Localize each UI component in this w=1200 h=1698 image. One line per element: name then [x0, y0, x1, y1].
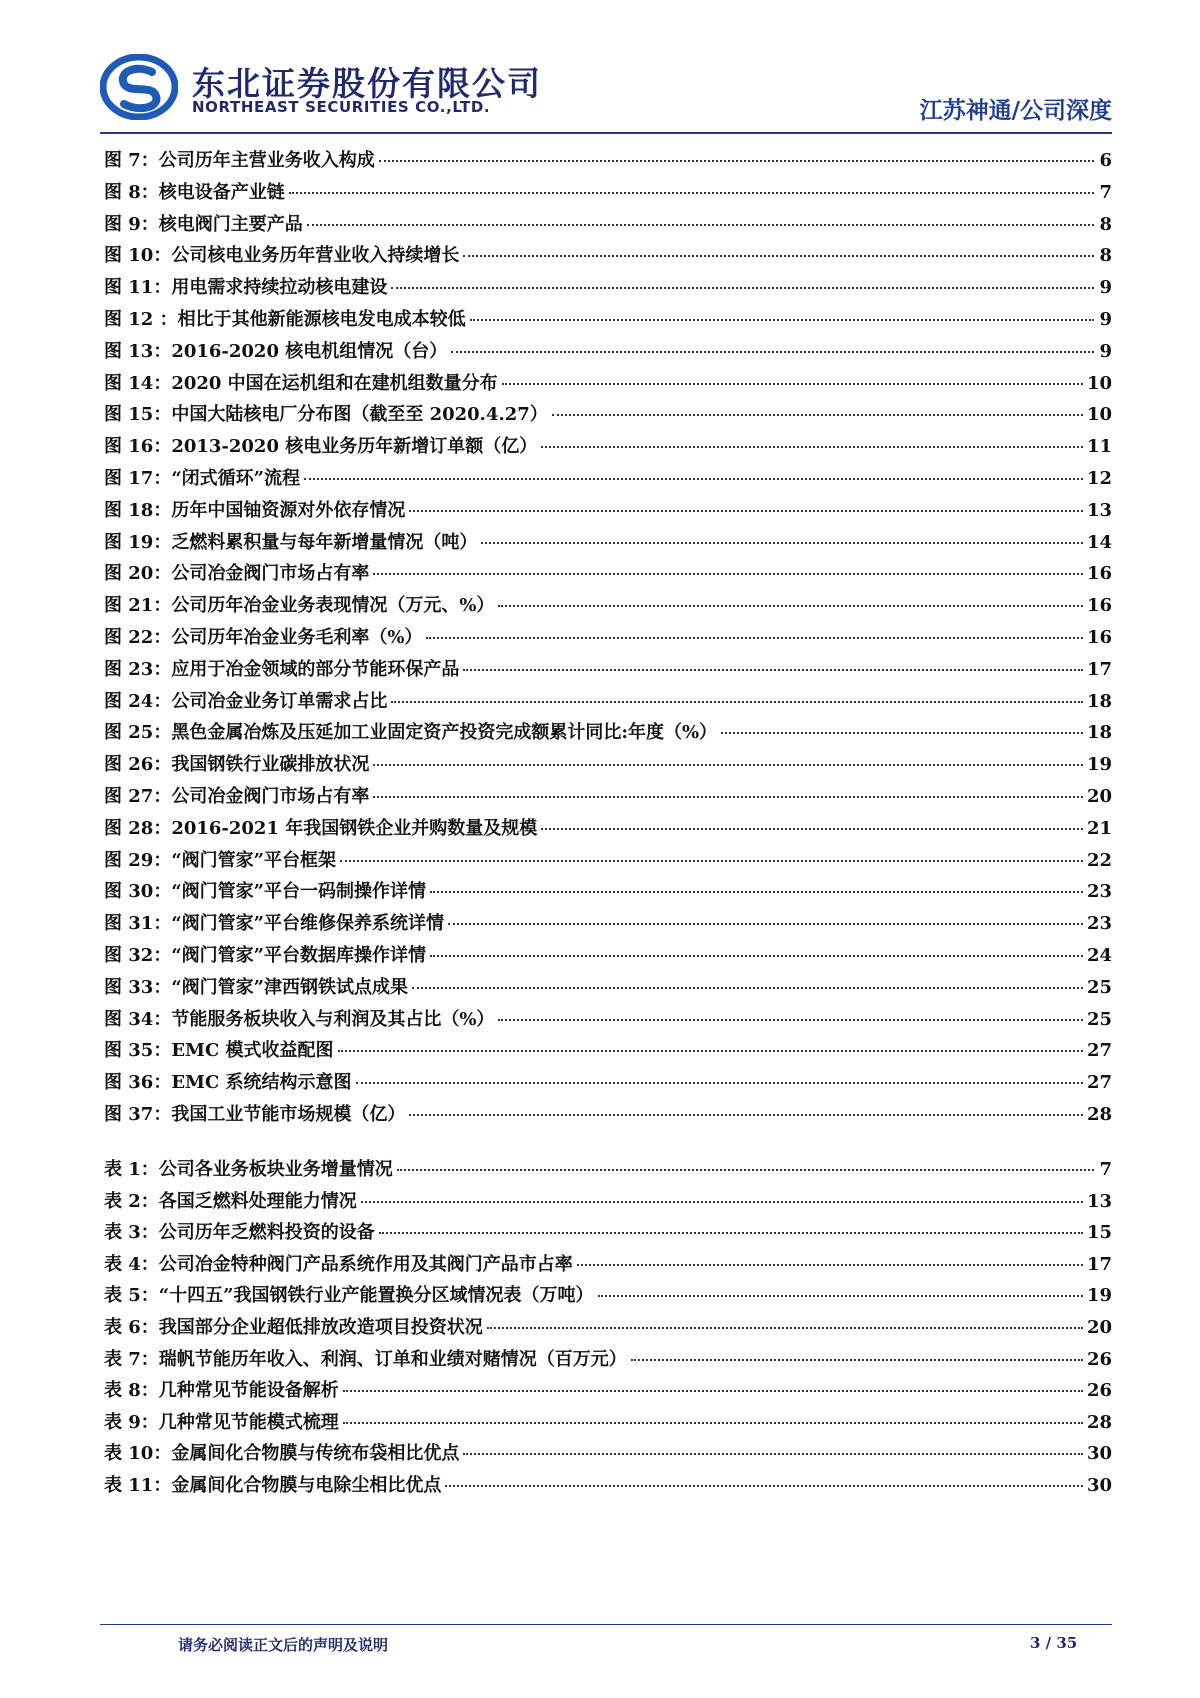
- footer-disclaimer: 请务必阅读正文后的声明及说明: [178, 1636, 389, 1654]
- figure-toc-entry[interactable]: [104, 814, 1112, 846]
- toc-entry-page: 18: [1086, 690, 1112, 712]
- toc-entry-title: 图 14：2020 中国在运机组和在建机组数量分布: [104, 372, 498, 394]
- table-toc-entry[interactable]: [104, 1155, 1112, 1187]
- dot-leader: [541, 828, 1083, 830]
- toc-entry-page: 23: [1086, 913, 1112, 935]
- toc-entry-page: 7: [1099, 1159, 1112, 1180]
- figure-toc-entry[interactable]: [104, 941, 1112, 973]
- toc-entry-page: 18: [1086, 722, 1112, 744]
- toc-entry-title: 图 26：我国钢铁行业碳排放状况: [104, 754, 370, 776]
- dot-leader: [373, 764, 1083, 766]
- dot-leader: [631, 1359, 1083, 1361]
- toc-entry-page: 19: [1086, 754, 1112, 776]
- dot-leader: [552, 414, 1083, 416]
- figure-toc-entry[interactable]: [104, 782, 1112, 814]
- toc-entry-page: 16: [1086, 563, 1112, 585]
- toc-entry-page: 15: [1086, 1222, 1112, 1244]
- figure-toc-entry[interactable]: [104, 337, 1112, 369]
- toc-entry-page: 19: [1086, 1285, 1112, 1307]
- dot-leader: [426, 637, 1083, 639]
- toc-entry-page: 30: [1086, 1474, 1112, 1496]
- toc-entry-title: 图 18：历年中国铀资源对外依存情况: [104, 499, 406, 521]
- figure-toc-entry[interactable]: [104, 241, 1112, 273]
- dot-leader: [498, 1019, 1083, 1021]
- table-toc-entry[interactable]: [104, 1439, 1112, 1471]
- figure-toc-entry[interactable]: [104, 210, 1112, 242]
- toc-entry-page: 25: [1086, 976, 1112, 998]
- toc-entry-title: 表 6：我国部分企业超低排放改造项目投资状况: [104, 1316, 483, 1338]
- dot-leader: [356, 1082, 1083, 1084]
- toc-entry-title: 图 37：我国工业节能市场规模（亿）: [104, 1103, 406, 1125]
- toc-entry-title: 表 2：各国乏燃料处理能力情况: [104, 1190, 357, 1212]
- dot-leader: [430, 955, 1083, 957]
- dot-leader: [721, 732, 1083, 734]
- toc-entry-page: 10: [1086, 372, 1112, 394]
- toc-entry-page: 10: [1086, 404, 1112, 426]
- figure-toc-entry[interactable]: [104, 496, 1112, 528]
- company-name-cn: 东北证券股份有限公司: [192, 64, 542, 103]
- dot-leader: [397, 1169, 1094, 1171]
- toc-entry-title: 表 10：金属间化合物膜与传统布袋相比优点: [104, 1443, 460, 1465]
- toc-entry-title: 图 32：“阀门管家”平台数据库操作详情: [104, 944, 427, 966]
- dot-leader: [451, 351, 1094, 353]
- dot-leader: [498, 605, 1083, 607]
- dot-leader: [343, 1390, 1083, 1392]
- dot-leader: [391, 701, 1083, 703]
- dot-leader: [391, 287, 1094, 289]
- figure-toc-entry[interactable]: [104, 528, 1112, 560]
- dot-leader: [307, 224, 1094, 226]
- report-tag: 江苏神通/公司深度: [919, 98, 1112, 124]
- dot-leader: [289, 192, 1094, 194]
- toc-entry-page: 21: [1086, 817, 1112, 839]
- figure-toc-entry[interactable]: [104, 559, 1112, 591]
- toc-entry-title: 图 19：乏燃料累积量与每年新增量情况（吨）: [104, 531, 478, 553]
- toc-entry-title: 图 22：公司历年冶金业务毛利率（%）: [104, 626, 423, 648]
- figure-toc-entry[interactable]: [104, 718, 1112, 750]
- dot-leader: [502, 383, 1083, 385]
- toc-entry-page: 27: [1086, 1072, 1112, 1094]
- figure-toc-entry[interactable]: [104, 750, 1112, 782]
- toc-entry-page: 22: [1086, 849, 1112, 871]
- toc-entry-title: 表 11：金属间化合物膜与电除尘相比优点: [104, 1474, 442, 1496]
- table-toc-entry[interactable]: [104, 1471, 1112, 1503]
- toc-entry-title: 图 17：“闭式循环”流程: [104, 467, 301, 489]
- toc-entry-title: 表 9：几种常见节能模式梳理: [104, 1411, 339, 1433]
- toc-entry-title: 表 1：公司各业务板块业务增量情况: [104, 1159, 393, 1180]
- figure-toc-entry[interactable]: [104, 1005, 1112, 1037]
- dot-leader: [379, 160, 1094, 162]
- toc-entry-title: 表 5：“十四五”我国钢铁行业产能置换分区域情况表（万吨）: [104, 1285, 594, 1307]
- dot-leader: [487, 1327, 1083, 1329]
- toc-entry-title: 图 21：公司历年冶金业务表现情况（万元、%）: [104, 595, 495, 617]
- figure-toc-entry[interactable]: [104, 846, 1112, 878]
- toc-entry-page: 20: [1086, 785, 1112, 807]
- toc-entry-title: 图 12 ：相比于其他新能源核电发电成本较低: [104, 308, 466, 330]
- figure-toc-entry[interactable]: [104, 1068, 1112, 1100]
- dot-leader: [409, 510, 1083, 512]
- toc-entry-title: 图 27：公司冶金阀门市场占有率: [104, 785, 370, 807]
- figure-toc-entry[interactable]: [104, 687, 1112, 719]
- toc-entry-page: 26: [1086, 1348, 1112, 1370]
- toc-entry-page: 9: [1099, 308, 1112, 330]
- toc-entry-title: 图 28：2016-2021 年我国钢铁企业并购数量及规模: [104, 817, 538, 839]
- table-toc-entry[interactable]: [104, 1313, 1112, 1345]
- toc-entry-page: 23: [1086, 881, 1112, 903]
- toc-entry-page: 16: [1086, 595, 1112, 617]
- figure-toc-entry[interactable]: [104, 305, 1112, 337]
- dot-leader: [463, 669, 1083, 671]
- toc-entry-page: 25: [1086, 1008, 1112, 1030]
- dot-leader: [361, 1201, 1083, 1203]
- toc-entry-title: 图 30：“阀门管家”平台一码制操作详情: [104, 881, 427, 903]
- figure-toc-entry[interactable]: [104, 623, 1112, 655]
- toc-entry-title: 图 23：应用于冶金领域的部分节能环保产品: [104, 658, 460, 680]
- dot-leader: [470, 319, 1094, 321]
- toc-entry-page: 8: [1099, 213, 1112, 235]
- dot-leader: [379, 1232, 1083, 1234]
- dot-leader: [409, 1114, 1083, 1116]
- toc-entry-page: 16: [1086, 626, 1112, 648]
- dot-leader: [448, 923, 1083, 925]
- table-toc-entry[interactable]: [104, 1187, 1112, 1219]
- figure-toc-entry[interactable]: [104, 591, 1112, 623]
- dot-leader: [463, 255, 1094, 257]
- toc-entry-title: 图 20：公司冶金阀门市场占有率: [104, 563, 370, 585]
- toc-entry-title: 表 4：公司冶金特种阀门产品系统作用及其阀门产品市占率: [104, 1253, 573, 1275]
- toc-entry-page: 13: [1086, 1190, 1112, 1212]
- toc-entry-title: 图 24：公司冶金业务订单需求占比: [104, 690, 388, 712]
- dot-leader: [412, 987, 1083, 989]
- figure-toc-entry[interactable]: [104, 655, 1112, 687]
- dot-leader: [373, 573, 1083, 575]
- dot-leader: [338, 1050, 1083, 1052]
- figure-toc-entry[interactable]: [104, 1100, 1112, 1132]
- toc-entry-page: 9: [1099, 340, 1112, 362]
- toc-entry-title: 图 11：用电需求持续拉动核电建设: [104, 277, 388, 299]
- toc-entry-title: 图 36：EMC 系统结构示意图: [104, 1072, 352, 1094]
- toc-entry-title: 图 10：公司核电业务历年营业收入持续增长: [104, 245, 460, 267]
- company-name-en: NORTHEAST SECURITIES CO.,LTD.: [192, 98, 491, 116]
- toc-entry-page: 6: [1099, 150, 1112, 171]
- toc-entry-page: 12: [1086, 467, 1112, 489]
- dot-leader: [340, 860, 1083, 862]
- toc-entry-page: 9: [1099, 277, 1112, 299]
- figure-toc-entry[interactable]: [104, 973, 1112, 1005]
- toc-entry-title: 图 13：2016-2020 核电机组情况（台）: [104, 340, 448, 362]
- dot-leader: [445, 1485, 1083, 1487]
- toc-entry-title: 图 29：“阀门管家”平台框架: [104, 849, 337, 871]
- toc-entry-title: 表 3：公司历年乏燃料投资的设备: [104, 1222, 375, 1244]
- dot-leader: [577, 1264, 1083, 1266]
- company-logo: [100, 54, 178, 120]
- toc-entry-title: 图 7：公司历年主营业务收入构成: [104, 150, 375, 171]
- table-toc-entry[interactable]: [104, 1281, 1112, 1313]
- figure-toc-entry[interactable]: [104, 877, 1112, 909]
- dot-leader: [463, 1453, 1083, 1455]
- table-toc-entry[interactable]: [104, 1218, 1112, 1250]
- dot-leader: [541, 446, 1083, 448]
- toc-entry-page: 24: [1086, 944, 1112, 966]
- toc-entry-page: 17: [1086, 1253, 1112, 1275]
- table-index: [104, 1155, 1112, 1503]
- figure-toc-entry[interactable]: [104, 432, 1112, 464]
- toc-entry-page: 28: [1086, 1103, 1112, 1125]
- figure-toc-entry[interactable]: [104, 909, 1112, 941]
- toc-entry-title: 图 25：黑色金属冶炼及压延加工业固定资产投资完成额累计同比:年度（%）: [104, 722, 718, 744]
- figure-toc-entry[interactable]: [104, 369, 1112, 401]
- toc-entry-title: 图 33：“阀门管家”津西钢铁试点成果: [104, 976, 409, 998]
- figure-toc-entry[interactable]: [104, 464, 1112, 496]
- toc-entry-title: 图 15：中国大陆核电厂分布图（截至至 2020.4.27）: [104, 404, 548, 426]
- page-header: [100, 54, 1112, 126]
- dot-leader: [481, 542, 1083, 544]
- toc-entry-page: 14: [1086, 531, 1112, 553]
- table-toc-entry[interactable]: [104, 1345, 1112, 1377]
- toc-entry-page: 20: [1086, 1316, 1112, 1338]
- dot-leader: [430, 891, 1083, 893]
- toc-entry-title: 图 16：2013-2020 核电业务历年新增订单额（亿）: [104, 436, 538, 458]
- footer-divider: [100, 1624, 1112, 1625]
- figure-toc-entry[interactable]: [104, 1036, 1112, 1068]
- toc-entry-title: 图 35：EMC 模式收益配图: [104, 1040, 334, 1062]
- toc-entry-title: 表 7：瑞帆节能历年收入、利润、订单和业绩对赌情况（百万元）: [104, 1348, 627, 1370]
- toc-entry-title: 图 34：节能服务板块收入与利润及其占比（%）: [104, 1008, 495, 1030]
- toc-entry-page: 8: [1099, 245, 1112, 267]
- toc-entry-page: 17: [1086, 658, 1112, 680]
- table-toc-entry[interactable]: [104, 1408, 1112, 1440]
- dot-leader: [373, 796, 1083, 798]
- toc-entry-page: 30: [1086, 1443, 1112, 1465]
- header-divider: [100, 132, 1112, 134]
- toc-entry-title: 图 9：核电阀门主要产品: [104, 213, 303, 235]
- toc-entry-page: 11: [1086, 436, 1112, 458]
- figure-toc-entry[interactable]: [104, 178, 1112, 210]
- dot-leader: [304, 478, 1083, 480]
- dot-leader: [598, 1295, 1083, 1297]
- table-toc-entry[interactable]: [104, 1376, 1112, 1408]
- dot-leader: [343, 1422, 1083, 1424]
- toc-entry-page: 26: [1086, 1380, 1112, 1402]
- toc-entry-title: 表 8：几种常见节能设备解析: [104, 1380, 339, 1402]
- figure-toc-entry[interactable]: [104, 146, 1112, 178]
- table-toc-entry[interactable]: [104, 1250, 1112, 1282]
- toc-entry-title: 图 31：“阀门管家”平台维修保养系统详情: [104, 913, 445, 935]
- figure-toc-entry[interactable]: [104, 273, 1112, 305]
- toc-entry-title: 图 8：核电设备产业链: [104, 181, 285, 203]
- toc-entry-page: 28: [1086, 1411, 1112, 1433]
- figure-toc-entry[interactable]: [104, 400, 1112, 432]
- toc-entry-page: 7: [1099, 181, 1112, 203]
- page-number: 3 / 35: [1030, 1634, 1078, 1652]
- toc-entry-page: 27: [1086, 1040, 1112, 1062]
- figure-index: [104, 146, 1112, 1132]
- toc-entry-page: 13: [1086, 499, 1112, 521]
